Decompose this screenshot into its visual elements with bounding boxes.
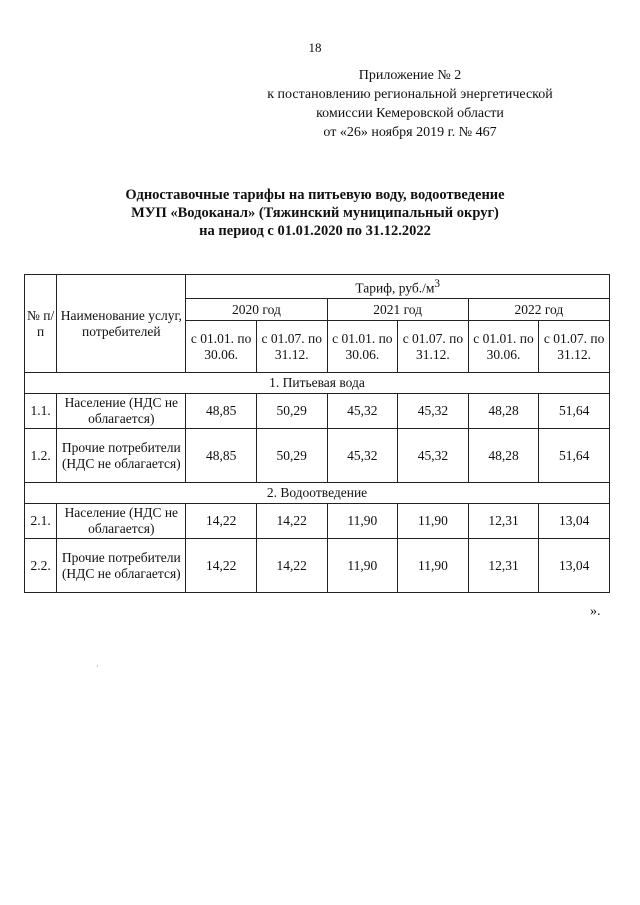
tariff-value: 48,28	[468, 429, 539, 483]
tariff-value: 45,32	[398, 429, 469, 483]
title-line: МУП «Водоканал» (Тяжинский муниципальный округ)	[131, 205, 499, 221]
tariff-value: 48,85	[186, 429, 257, 483]
section-title: 2. Водоотведение	[25, 483, 610, 504]
tariff-value: 45,32	[327, 394, 398, 429]
row-number: 1.1.	[25, 394, 57, 429]
appendix-line: к постановлению региональной энергетической	[267, 87, 553, 102]
header-period: с 01.01. по 30.06.	[327, 321, 398, 373]
header-period: с 01.01. по 30.06.	[468, 321, 539, 373]
header-period: с 01.07. по 31.12.	[398, 321, 469, 373]
header-tariff	[186, 275, 610, 299]
document-title	[80, 186, 550, 240]
title-line: Одноставочные тарифы на питьевую воду, водоотведение	[125, 187, 505, 203]
table-row	[25, 394, 610, 429]
table-row	[25, 429, 610, 483]
row-number: 2.1.	[25, 504, 57, 539]
tariff-value: 50,29	[256, 429, 327, 483]
tariff-value: 51,64	[539, 394, 610, 429]
tariff-value: 48,28	[468, 394, 539, 429]
tariff-value: 51,64	[539, 429, 610, 483]
tariff-value: 12,31	[468, 504, 539, 539]
header-number: № п/п	[25, 275, 57, 373]
title-line: на период с 01.01.2020 по 31.12.2022	[199, 223, 431, 239]
row-number: 2.2.	[25, 539, 57, 593]
tariff-value: 14,22	[186, 539, 257, 593]
appendix-line: Приложение № 2	[358, 68, 462, 83]
appendix-line: комиссии Кемеровской области	[316, 106, 504, 121]
header-period: с 01.01. по 30.06.	[186, 321, 257, 373]
header-service-name: Наименование услуг, потребителей	[57, 275, 186, 373]
header-year: 2020 год	[186, 299, 327, 321]
header-period: с 01.07. по 31.12.	[256, 321, 327, 373]
tariff-value: 14,22	[256, 539, 327, 593]
tariff-value: 11,90	[398, 539, 469, 593]
table-row	[25, 539, 610, 593]
header-year: 2021 год	[327, 299, 468, 321]
tariff-value: 11,90	[327, 539, 398, 593]
header-tariff-unit-power: 3	[434, 278, 441, 291]
appendix-header	[240, 66, 580, 142]
scan-speck: ·	[96, 662, 99, 671]
tariff-value: 14,22	[256, 504, 327, 539]
row-consumer: Население (НДС не облагается)	[57, 504, 186, 539]
row-consumer: Прочие потребители (НДС не облагается)	[57, 429, 186, 483]
closing-quote: ».	[590, 604, 601, 619]
tariff-value: 11,90	[327, 504, 398, 539]
section-title: 1. Питьевая вода	[25, 373, 610, 394]
header-period: с 01.07. по 31.12.	[539, 321, 610, 373]
tariff-value: 13,04	[539, 539, 610, 593]
tariff-value: 45,32	[398, 394, 469, 429]
appendix-line: от «26» ноября 2019 г. № 467	[323, 125, 497, 140]
tariff-value: 14,22	[186, 504, 257, 539]
tariff-value: 50,29	[256, 394, 327, 429]
header-year: 2022 год	[468, 299, 609, 321]
row-consumer: Население (НДС не облагается)	[57, 394, 186, 429]
tariff-table	[24, 274, 610, 593]
tariff-value: 11,90	[398, 504, 469, 539]
table-row	[25, 504, 610, 539]
page-number: 18	[308, 40, 322, 55]
tariff-value: 48,85	[186, 394, 257, 429]
tariff-value: 45,32	[327, 429, 398, 483]
tariff-value: 12,31	[468, 539, 539, 593]
header-tariff-label: Тариф, руб./м	[355, 280, 435, 296]
row-number: 1.2.	[25, 429, 57, 483]
row-consumer: Прочие потребители (НДС не облагается)	[57, 539, 186, 593]
tariff-value: 13,04	[539, 504, 610, 539]
